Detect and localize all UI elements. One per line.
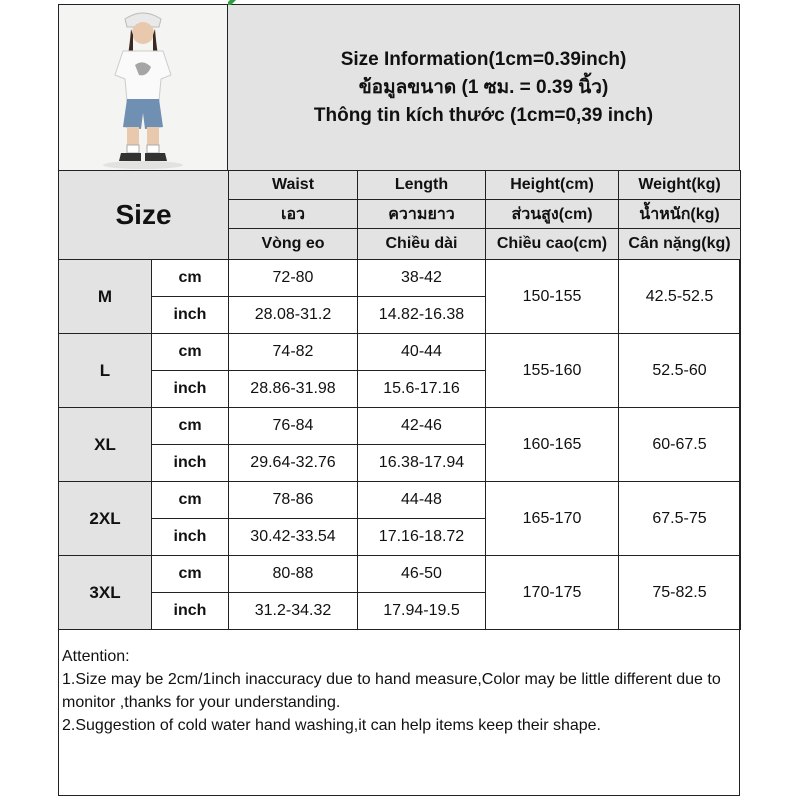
height-range: 165-170 <box>486 482 619 556</box>
length-cm: 42-46 <box>358 408 486 445</box>
size-label: M <box>59 260 152 334</box>
size-table <box>58 170 741 630</box>
size-info-banner <box>228 5 739 170</box>
unit-cm: cm <box>152 260 229 297</box>
col-header-waist: Waist <box>229 171 358 200</box>
waist-inch: 28.86-31.98 <box>229 371 358 408</box>
product-photo <box>59 5 228 170</box>
unit-inch: inch <box>152 519 229 556</box>
length-inch: 17.94-19.5 <box>358 593 486 630</box>
table-row-cm <box>59 334 741 371</box>
unit-cm: cm <box>152 482 229 519</box>
weight-range: 67.5-75 <box>619 482 741 556</box>
length-cm: 46-50 <box>358 556 486 593</box>
unit-inch: inch <box>152 445 229 482</box>
length-cm: 44-48 <box>358 482 486 519</box>
col-header-length: Length <box>358 171 486 200</box>
length-inch: 14.82-16.38 <box>358 297 486 334</box>
waist-cm: 80-88 <box>229 556 358 593</box>
info-thai: ข้อมูลขนาด (1 ซม. = 0.39 นิ้ว) <box>358 76 609 98</box>
col-header-length-th: ความยาว <box>358 200 486 229</box>
col-header-weight-th: น้ำหนัก(kg) <box>619 200 741 229</box>
attention-title: Attention: <box>62 648 130 665</box>
col-header-height: Height(cm) <box>486 171 619 200</box>
height-range: 170-175 <box>486 556 619 630</box>
waist-cm: 78-86 <box>229 482 358 519</box>
weight-range: 60-67.5 <box>619 408 741 482</box>
unit-inch: inch <box>152 593 229 630</box>
waist-cm: 76-84 <box>229 408 358 445</box>
col-header-height-th: ส่วนสูง(cm) <box>486 200 619 229</box>
length-inch: 17.16-18.72 <box>358 519 486 556</box>
height-range: 160-165 <box>486 408 619 482</box>
unit-inch: inch <box>152 371 229 408</box>
size-label: XL <box>59 408 152 482</box>
table-row-cm <box>59 482 741 519</box>
weight-range: 75-82.5 <box>619 556 741 630</box>
waist-cm: 72-80 <box>229 260 358 297</box>
length-cm: 38-42 <box>358 260 486 297</box>
col-header-weight: Weight(kg) <box>619 171 741 200</box>
col-header-length-vi: Chiều dài <box>358 229 486 260</box>
weight-range: 52.5-60 <box>619 334 741 408</box>
waist-inch: 29.64-32.76 <box>229 445 358 482</box>
col-header-waist-vi: Vòng eo <box>229 229 358 260</box>
waist-cm: 74-82 <box>229 334 358 371</box>
size-label: 2XL <box>59 482 152 556</box>
table-row-cm <box>59 556 741 593</box>
weight-range: 42.5-52.5 <box>619 260 741 334</box>
size-label: L <box>59 334 152 408</box>
size-label: 3XL <box>59 556 152 630</box>
waist-inch: 28.08-31.2 <box>229 297 358 334</box>
attention-note-2: 2.Suggestion of cold water hand washing,it can help items keep their shape. <box>62 717 601 734</box>
length-inch: 16.38-17.94 <box>358 445 486 482</box>
model-wearing-shorts-image <box>59 5 227 170</box>
length-cm: 40-44 <box>358 334 486 371</box>
col-header-weight-vi: Cân nặng(kg) <box>619 229 741 260</box>
length-inch: 15.6-17.16 <box>358 371 486 408</box>
header-row-english <box>59 171 741 200</box>
table-row-cm <box>59 260 741 297</box>
table-row-cm <box>59 408 741 445</box>
attention-notes <box>62 645 734 737</box>
unit-inch: inch <box>152 297 229 334</box>
col-header-height-vi: Chiều cao(cm) <box>486 229 619 260</box>
unit-cm: cm <box>152 408 229 445</box>
waist-inch: 30.42-33.54 <box>229 519 358 556</box>
height-range: 155-160 <box>486 334 619 408</box>
attention-note-1: 1.Size may be 2cm/1inch inaccuracy due to hand measure,Color may be little different due to monitor ,thanks for your understanding. <box>62 671 721 711</box>
info-vietnamese: Thông tin kích thước (1cm=0,39 inch) <box>313 104 654 126</box>
unit-cm: cm <box>152 556 229 593</box>
unit-cm: cm <box>152 334 229 371</box>
col-header-waist-th: เอว <box>229 200 358 229</box>
info-english: Size Information(1cm=0.39inch) <box>340 48 627 70</box>
size-header: Size <box>59 171 229 260</box>
height-range: 150-155 <box>486 260 619 334</box>
waist-inch: 31.2-34.32 <box>229 593 358 630</box>
